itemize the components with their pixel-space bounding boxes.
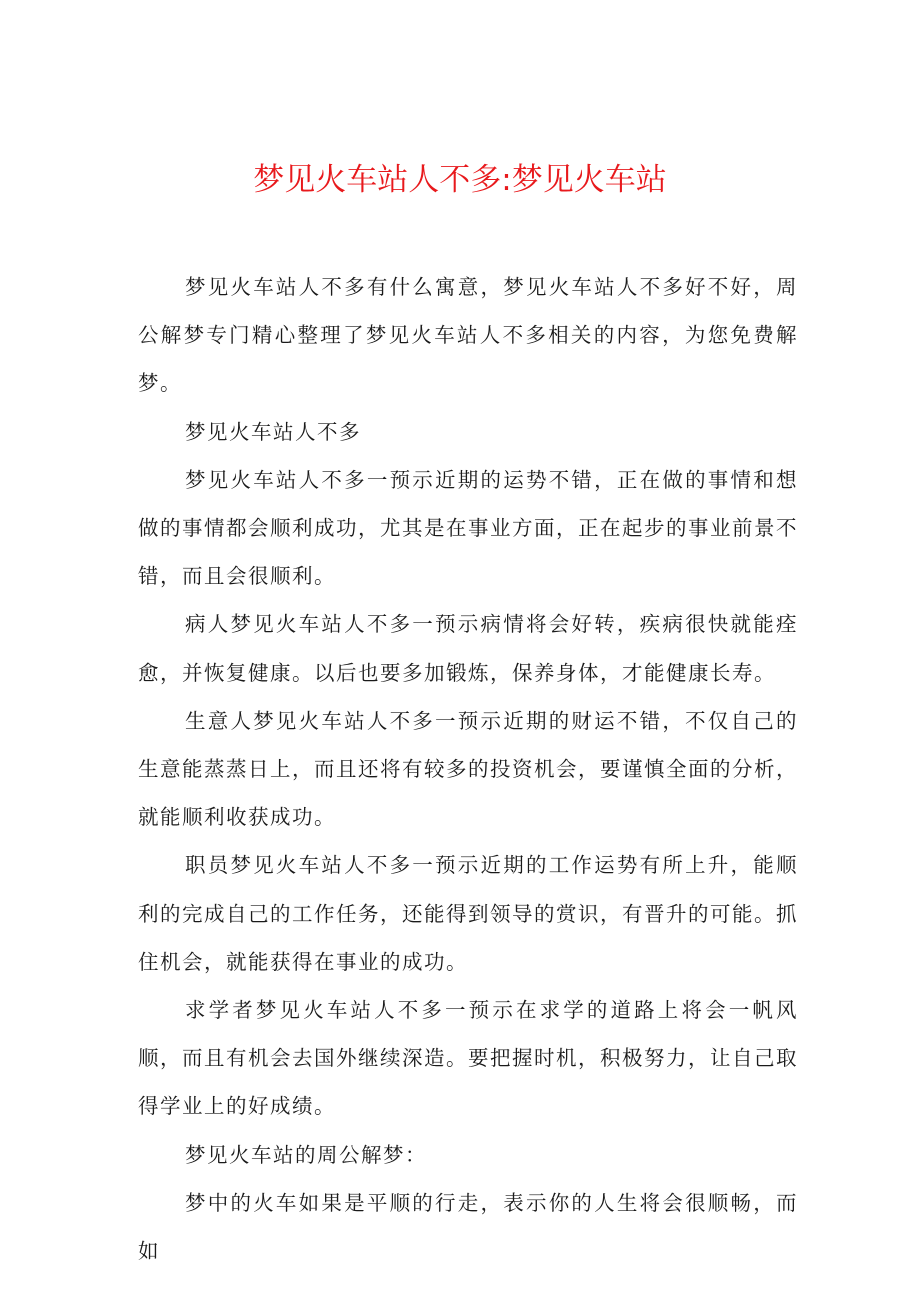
section-heading: 梦见火车站的周公解梦： — [185, 1142, 427, 1167]
general-paragraph: 梦见火车站人不多一预示近期的运势不错，正在做的事情和想做的事情都会顺利成功，尤其是在事业方面，正在起步的事业前景不错，而且会很顺利。 — [138, 467, 798, 589]
page-title: 梦见火车站人不多:梦见火车站 — [253, 162, 667, 198]
patient-paragraph: 病人梦见火车站人不多一预示病情将会好转，疾病很快就能痊愈，并恢复健康。以后也要多加锻炼，保养身体，才能健康长寿。 — [138, 612, 798, 685]
intro-paragraph: 梦见火车站人不多有什么寓意，梦见火车站人不多好不好，周公解梦专门精心整理了梦见火车站人不多相关的内容，为您免费解梦。 — [138, 275, 798, 396]
employee-paragraph: 职员梦见火车站人不多一预示近期的工作运势有所上升，能顺利的完成自己的工作任务，还能得到领导的赏识，有晋升的可能。抓住机会，就能获得在事业的成功。 — [138, 853, 798, 974]
student-paragraph: 求学者梦见火车站人不多一预示在求学的道路上将会一帆风顺，而且有机会去国外继续深造。要把握时机，积极努力，让自己取得学业上的好成绩。 — [138, 998, 798, 1119]
section-heading: 梦见火车站人不多 — [185, 419, 361, 444]
article-body — [138, 263, 798, 1275]
train-paragraph: 梦中的火车如果是平顺的行走，表示你的人生将会很顺畅，而如 — [138, 1190, 798, 1264]
business-paragraph: 生意人梦见火车站人不多一预示近期的财运不错，不仅自己的生意能蒸蒸日上，而且还将有较多的投资机会，要谨慎全面的分析，就能顺利收获成功。 — [138, 708, 798, 830]
